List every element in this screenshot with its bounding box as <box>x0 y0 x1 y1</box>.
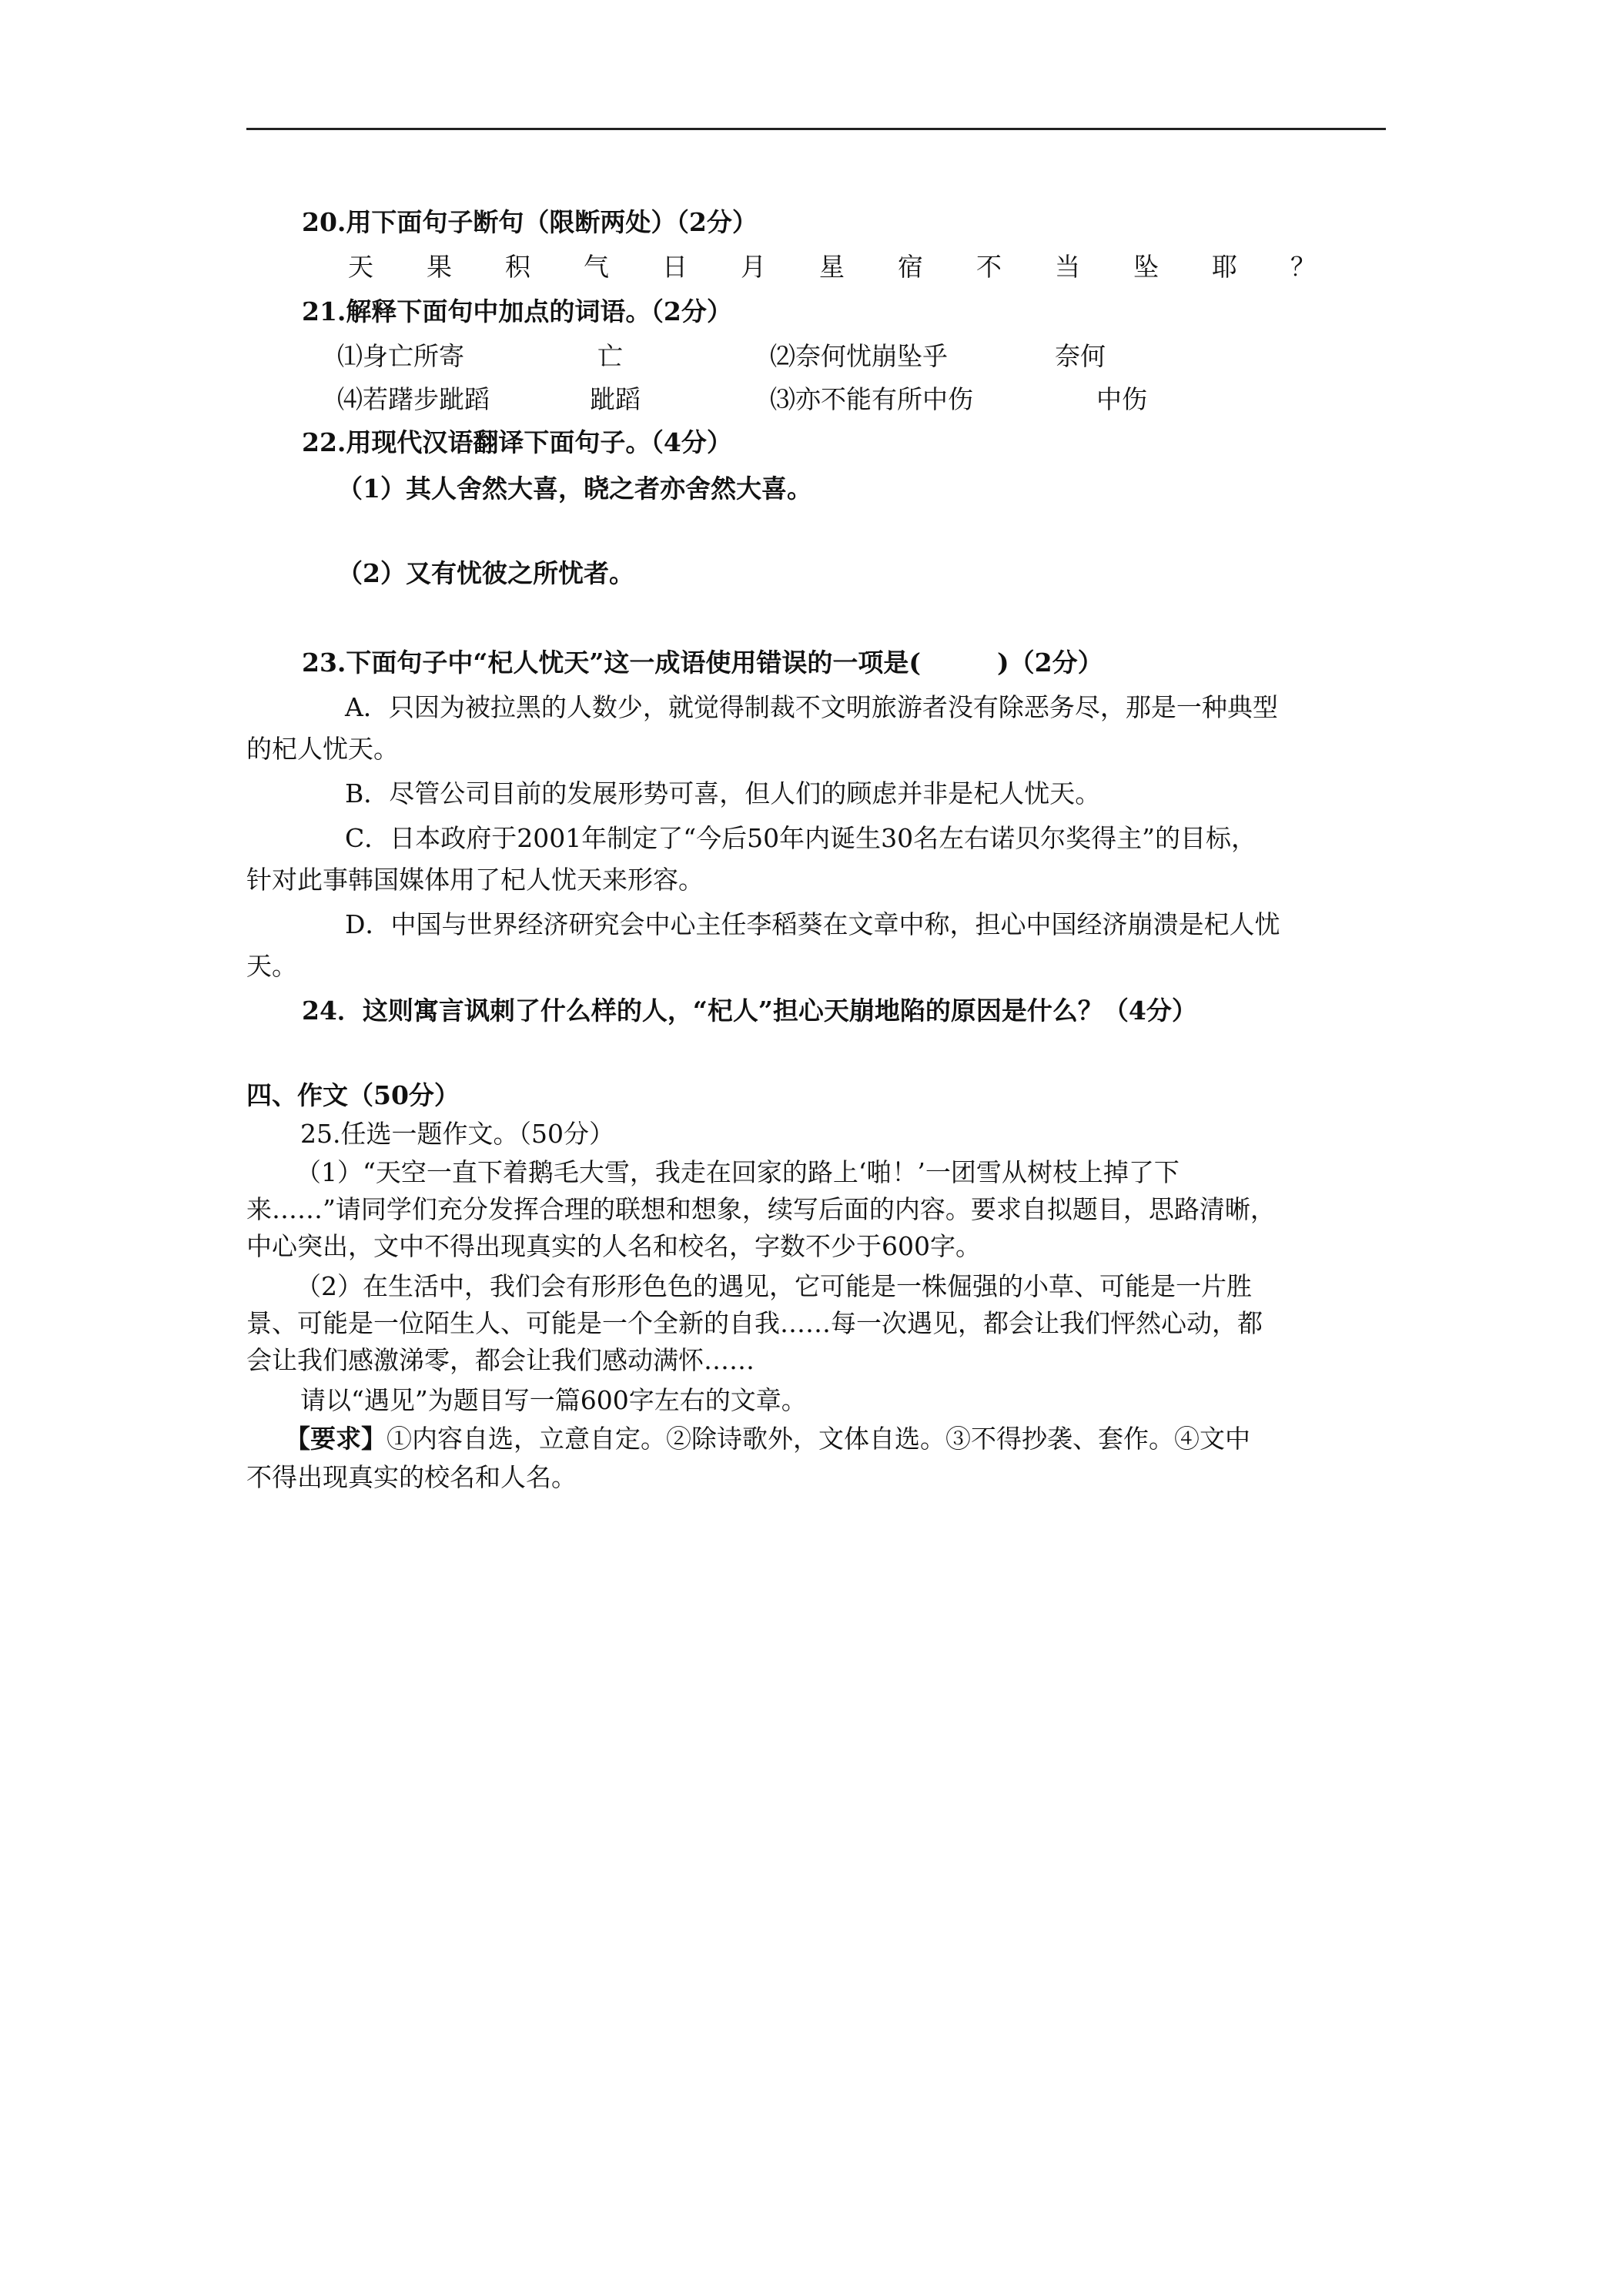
q20-char: 积 <box>505 252 530 282</box>
q20-char: 月 <box>741 252 766 282</box>
q23-option-a-line2: 的杞人忧天。 <box>246 734 399 764</box>
header-rule <box>246 128 1386 130</box>
q23-option-c-line1: C．日本政府于2001年制定了“今后50年内诞生30名左右诺贝尔奖得主”的目标， <box>345 823 1257 853</box>
q21-word-2: 奈何 <box>1055 341 1106 371</box>
requirements-text: ①内容自选，立意自定。②除诗歌外，文体自选。③不得抄袭、套作。④文中 <box>387 1424 1250 1454</box>
q20-char: 天 <box>348 252 373 282</box>
q21-item-4: ⑷若躇步跐蹈 <box>337 384 490 414</box>
section4-title: 四、作文（50分） <box>246 1080 460 1110</box>
q21-item-3: ⑶亦不能有所中伤 <box>770 384 973 414</box>
q21-title: 21.解释下面句中加点的词语。（2分） <box>302 296 732 326</box>
q23-option-c-line2: 针对此事韩国媒体用了杞人忧天来形容。 <box>246 865 704 895</box>
q21-word-4: 跐蹈 <box>590 384 641 414</box>
q21-item-2: ⑵奈何忧崩坠乎 <box>770 341 948 371</box>
q24-title: 24．这则寓言讽刺了什么样的人，“杞人”担心天崩地陷的原因是什么？（4分） <box>302 996 1197 1026</box>
q20-char: 星 <box>819 252 845 282</box>
q22-sentence-2: （2）又有忧彼之所忧者。 <box>337 558 634 588</box>
q21-item-1: ⑴身亡所寄 <box>337 341 464 371</box>
q20-title: 20.用下面句子断句（限断两处）（2分） <box>302 207 758 237</box>
q23-option-a-line1: A．只因为被拉黑的人数少，就觉得制裁不文明旅游者没有除恶务尽，那是一种典型 <box>345 692 1278 722</box>
q20-char: 坠 <box>1133 252 1159 282</box>
essay-option-1-line3: 中心突出，文中不得出现真实的人名和校名，字数不少于600字。 <box>246 1231 981 1261</box>
q20-char: ？ <box>1290 252 1316 282</box>
q23-option-d-line2: 天。 <box>246 951 297 981</box>
q23-option-d-line1: D．中国与世界经济研究会中心主任李稻葵在文章中称，担心中国经济崩溃是杞人忧 <box>345 909 1280 939</box>
q20-char: 气 <box>584 252 609 282</box>
q20-char: 耶 <box>1212 252 1237 282</box>
essay-option-2-line1: （2）在生活中，我们会有形形色色的遇见，它可能是一株倔强的小草、可能是一片胜 <box>296 1271 1252 1301</box>
q25-title: 25.任选一题作文。（50分） <box>300 1119 614 1149</box>
q23-option-b: B．尽管公司目前的发展形势可喜，但人们的顾虑并非是杞人忧天。 <box>345 778 1101 808</box>
q20-char: 宿 <box>898 252 923 282</box>
essay-option-2-line3: 会让我们感激涕零，都会让我们感动满怀…… <box>246 1345 755 1375</box>
q21-word-1: 亡 <box>597 341 623 371</box>
q23-title: 23.下面句子中“杞人忧天”这一成语使用错误的一项是( )（2分） <box>302 648 1103 678</box>
q21-word-3: 中伤 <box>1096 384 1147 414</box>
essay-requirements-line2: 不得出现真实的校名和人名。 <box>246 1462 577 1492</box>
q20-char: 果 <box>427 252 452 282</box>
requirements-label: 【要求】 <box>285 1424 387 1454</box>
essay-option-1-line2: 来……”请同学们充分发挥合理的联想和想象，续写后面的内容。要求自拟题目，思路清晰， <box>246 1194 1276 1224</box>
q20-sentence <box>348 249 1369 285</box>
q20-char: 当 <box>1055 252 1080 282</box>
essay-option-1-line1: （1）“天空一直下着鹅毛大雪，我走在回家的路上‘啪！’一团雪从树枝上掉了下 <box>296 1157 1180 1187</box>
essay-option-2-line2: 景、可能是一位陌生人、可能是一个全新的自我……每一次遇见，都会让我们怦然心动，都 <box>246 1308 1263 1338</box>
q22-title: 22.用现代汉语翻译下面句子。（4分） <box>302 427 732 457</box>
essay-requirements-line1 <box>285 1421 1250 1457</box>
q20-char: 不 <box>976 252 1002 282</box>
essay-prompt: 请以“遇见”为题目写一篇600字左右的文章。 <box>300 1385 807 1415</box>
q22-sentence-1: （1）其人舍然大喜，晓之者亦舍然大喜。 <box>337 474 812 504</box>
q20-char: 日 <box>662 252 688 282</box>
